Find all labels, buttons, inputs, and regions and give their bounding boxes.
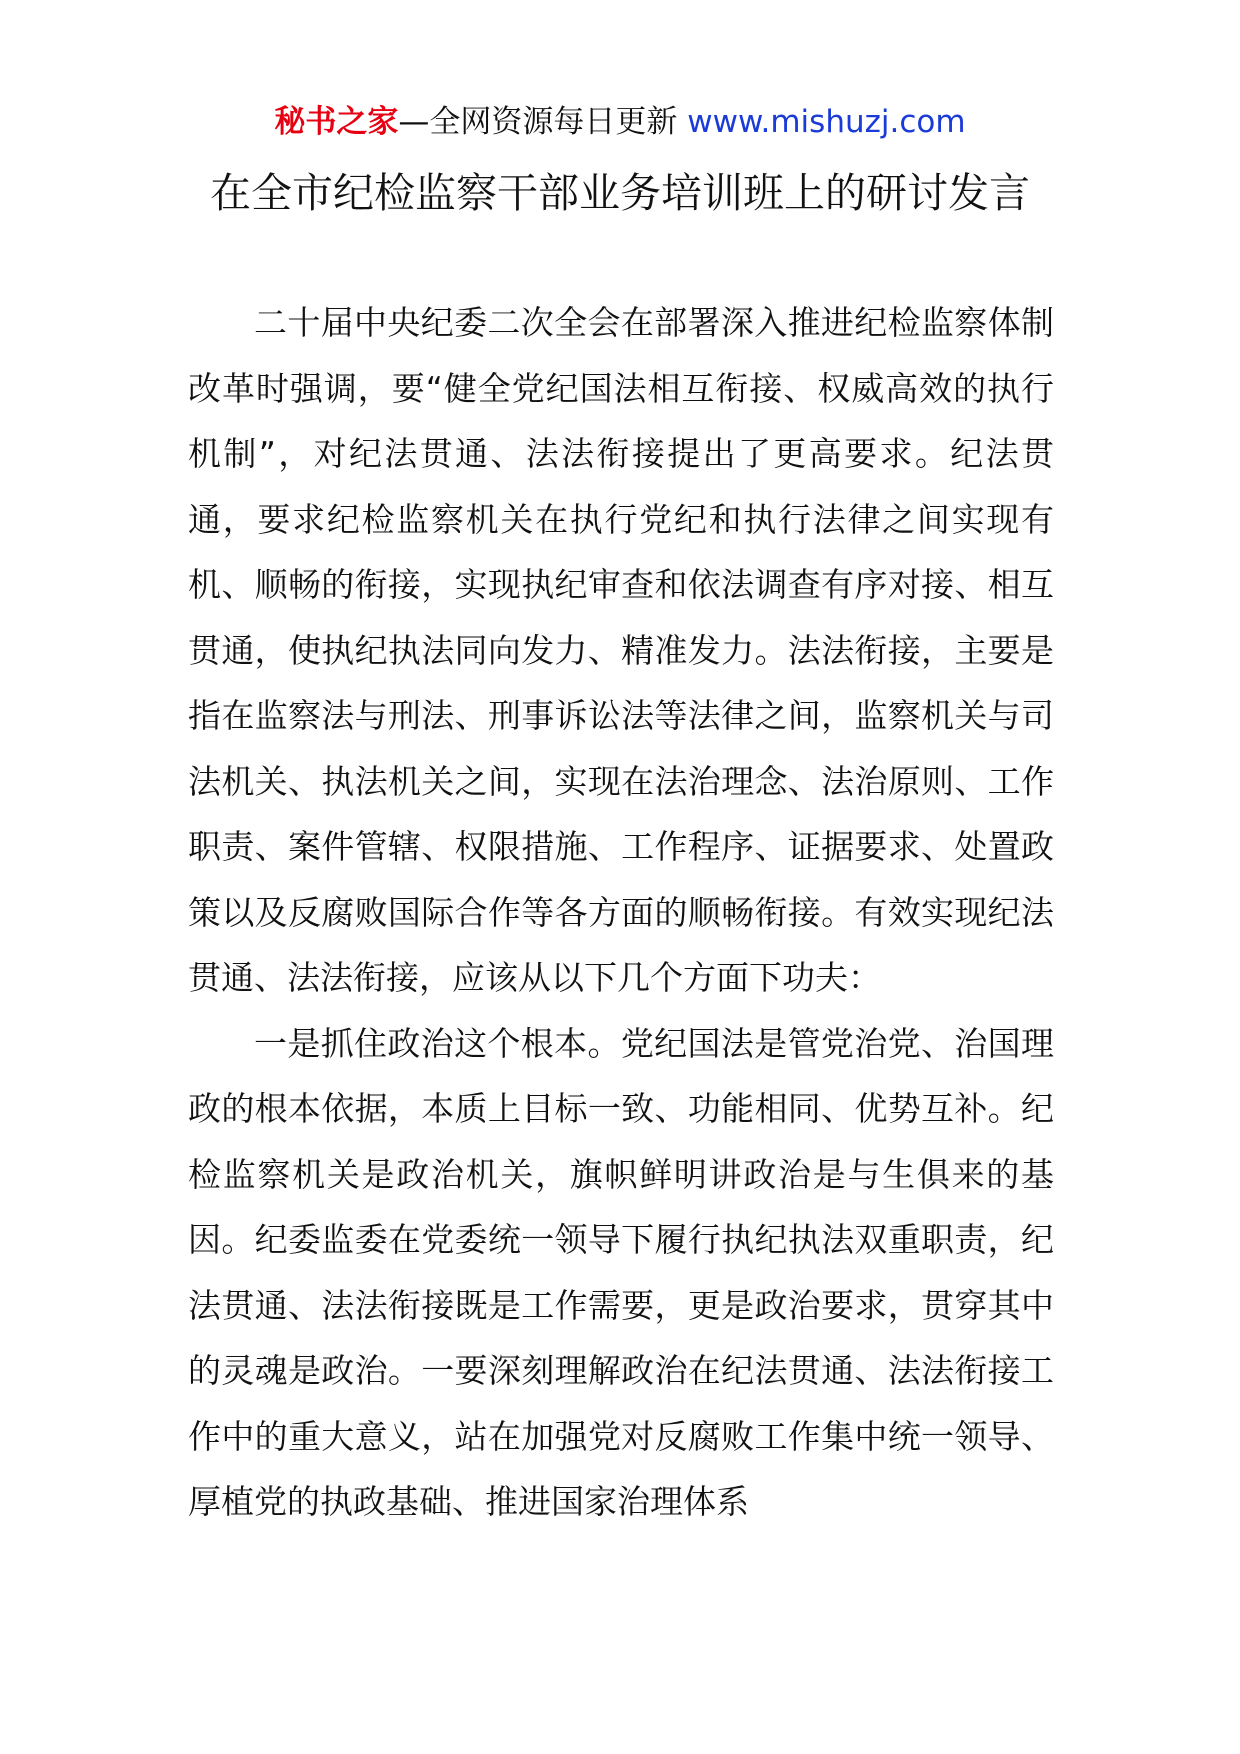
document-title: 在全市纪检监察干部业务培训班上的研讨发言 xyxy=(210,169,1030,217)
header-tagline: —全网资源每日更新 xyxy=(398,104,688,140)
paragraph: 一是抓住政治这个根本。党纪国法是管党治党、治国理政的根本依据，本质上目标一致、功能相同、优势互补。纪检监察机关是政治机关，旗帜鲜明讲政治是与生俱来的基因。纪委监委在党委统一领导下履行执纪执法双重职责，纪法贯通、法法衔接既是工作需要，更是政治要求，贯穿其中的灵魂是政治。一要深刻理解政治在纪法贯通、法法衔接工作中的重大意义，站在加强党对反腐败工作集中统一领导、厚植党的执政基础、推进国家治理体系 xyxy=(188,1023,1054,1521)
site-url-link[interactable]: www.mishuzj.com xyxy=(687,104,966,140)
document-body xyxy=(188,290,1054,1535)
paragraph: 二十届中央纪委二次全会在部署深入推进纪检监察体制改革时强调，要“健全党纪国法相互衔接、权威高效的执行机制”，对纪法贯通、法法衔接提出了更高要求。纪法贯通，要求纪检监察机关在执行党纪和执行法律之间实现有机、顺畅的衔接，实现执纪审查和依法调查有序对接、相互贯通，使执纪执法同向发力、精准发力。法法衔接，主要是指在监察法与刑法、刑事诉讼法等法律之间，监察机关与司法机关、执法机关之间，实现在法治理念、法治原则、工作职责、案件管辖、权限措施、工作程序、证据要求、处置政策以及反腐败国际合作等各方面的顺畅衔接。有效实现纪法贯通、法法衔接，应该从以下几个方面下功夫： xyxy=(188,303,1054,997)
site-header xyxy=(0,102,1240,142)
brand-name: 秘书之家 xyxy=(274,104,399,140)
